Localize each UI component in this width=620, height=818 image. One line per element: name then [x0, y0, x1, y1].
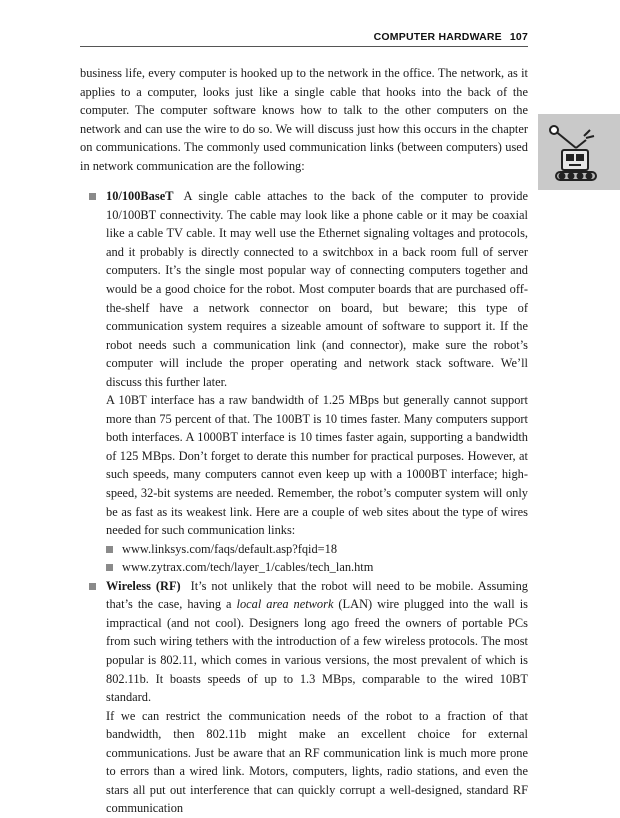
list-item-wireless	[80, 577, 528, 707]
bullet-square-icon	[89, 193, 96, 200]
wireless-text-a: It’s not unlikely that the robot will need to be mobile. Assuming that’s the case, having a	[106, 578, 528, 612]
bandwidth-paragraph: A 10BT interface has a raw bandwidth of 1.25 MBps but generally cannot support more than 75 percent of that. The 100BT is 10 times faster. Many computers support both interfaces. A 1000BT interface is 10 times faster again, supporting a bandwidth of 125 MBps. Don’t forget to derate this number for practical purposes. However, at such speeds, many computers cannot even keep up with a 1000BT interface; high-speed, 32-bit systems are needed. Remember, the robot’s computer system will only be as fast as its weakest link. Here are a couple of web sites about the type of wires needed for such communication links:	[106, 393, 528, 538]
term-wireless: Wireless (RF)	[106, 578, 181, 593]
intro-paragraph: business life, every computer is hooked up to the network in the office. The network, as it applies to a computer, looks just like a single cable that hooks into the back of the computer. The computer software knows how to talk to the other computers on the network and can use the wire to do so. We will discuss just how this occurs in the chapter on communications. The commonly used communication links (between computers) used in network communication are the following:	[80, 66, 528, 173]
link-item	[80, 540, 528, 559]
wireless-text-b: (LAN) wire plugged into the wall is impractical (and not cool). Designers long ago freed the owners of portable PCs from such wiring tethers with the introduction of a few wireless protocols. The most popular is 802.11, which comes in various versions, the most prevalent of which is 802.11b. It boasts speeds of up to 1.3 MBps, comparable to the wired 10BT standard.	[106, 597, 528, 705]
term-10-100baset: 10/100BaseT	[106, 189, 174, 204]
bullet-square-icon	[89, 583, 96, 590]
chapter-side-tab	[538, 114, 620, 190]
web-link[interactable]: www.linksys.com/faqs/default.asp?fqid=18	[122, 541, 338, 556]
running-header	[80, 30, 528, 47]
header-title	[374, 31, 528, 43]
wireless-paragraph-2: If we can restrict the communication needs of the robot to a fraction of that bandwidth, then 802.11b might make an excellent choice for external communications. Just be aware that an RF communication link is much more prone to errors than a wired link. Motors, computers, lights, radio stations, and even the stars all put out interference that can quickly corrupt a well-designed, standard RF communication	[106, 708, 528, 816]
bullet-square-icon	[106, 564, 113, 571]
page-number: 107	[509, 31, 528, 43]
robot-icon	[546, 118, 614, 186]
section-title: COMPUTER HARDWARE	[373, 31, 502, 43]
link-item	[80, 558, 528, 577]
list-item-10-100baset	[80, 187, 528, 391]
term-10-100baset-text: A single cable attaches to the back of the computer to provide 10/100BT connectivity. The cable may look like a phone cable or it may be coaxial like a cable TV cable. It may well use the Ethernet signaling voltages and protocols, and it probably is directly connected to a switchbox in a back room full of server computers. It’s the single most popular way of connecting computers together and would be a good choice for the robot. Most computer boards that are purchased off-the-shelf have a network connector on board, but beware; this type of communication system requires a sizeable amount of software to support it. If the robot needs such a communication link (and connector), make sure the robot’s computer will include the proper operating and network stack software. We’ll discuss this further later.	[106, 189, 528, 389]
body-text	[80, 64, 528, 818]
bullet-square-icon	[106, 546, 113, 553]
web-link[interactable]: www.zytrax.com/tech/layer_1/cables/tech_lan.htm	[122, 560, 374, 575]
emphasis-lan: local area network	[236, 597, 334, 612]
